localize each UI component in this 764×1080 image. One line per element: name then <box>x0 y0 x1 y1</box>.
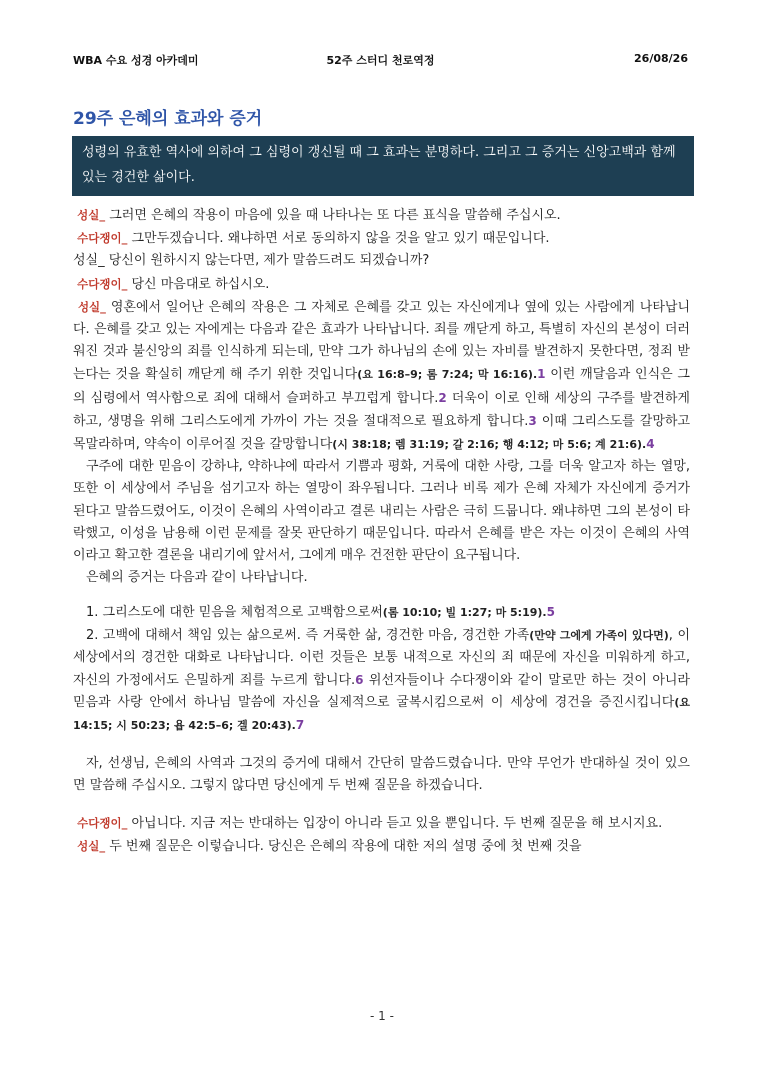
footnote-number: 3 <box>528 413 537 428</box>
list-item: 2. 고백에 대해서 책임 있는 삶으로써. 즉 거룩한 삶, 경건한 마음, 경건한 가족(만약 그에게 가족이 있다면), 이 세상에서의 경건한 대화로 나타납니다. 이런 것들은 보통 내적으로 자신의 죄 때문에 자신을 미워하게 하고, 자신의 가정에서도 은밀하게 죄를 누르게 합니다.6 위선자들이나 수다쟁이와 같이 말로만 하는 것이 아니라 믿음과 사랑 안에서 하나님 말씀에 자신을 실제적으로 굴복시킴으로써 이 세상에 경건을 증진시킵니다(요 14:15; 시 50:23; 욥 42:5–6; 겔 20:43).7 <box>73 627 691 733</box>
paragraph: 구주에 대한 믿음이 강하냐, 약하냐에 따라서 기쁨과 평화, 거룩에 대한 사랑, 그를 더욱 알고자 하는 열망, 또한 이 세상에서 주님을 섬기고자 하는 열망이 좌우됩니다. 그러나 비록 제가 은혜 자체가 자신에게 증거가 된다고 말씀드렸어도, 이것이 은혜의 사역이라고 결론 내리는 사람은 극히 드뭅니다. 왜냐하면 그의 본성이 타락했고, 이성을 남용해 이런 문제를 잘못 판단하기 때문입니다. 따라서 은혜를 받은 자는 이것이 은혜의 사역이라고 확고한 결론을 내리기에 앞서서, 그에게 매우 건전한 판단이 요구됩니다. <box>73 459 690 564</box>
scripture-reference: (요 14:15; 시 50:23; 욥 42:5–6; 겔 20:43). <box>73 696 690 733</box>
footnote-number: 4 <box>646 437 655 452</box>
paragraph: 수다쟁이_ 그만두겠습니다. 왜냐하면 서로 동의하지 않을 것을 알고 있기 때문입니다. <box>77 231 550 247</box>
header-left: WBA 수요 성경 아카데미 <box>73 54 199 67</box>
scripture-reference: (요 16:8–9; 롬 7:24; 막 16:16). <box>357 368 538 382</box>
parenthetical-note: (만약 그에게 가족이 있다면) <box>529 628 669 642</box>
footnote-number: 6 <box>355 673 364 688</box>
footnote-number: 1 <box>537 367 546 382</box>
page-header <box>73 52 688 70</box>
footnote-number: 7 <box>295 718 305 733</box>
header-center: 52주 스터디 천로역정 <box>326 54 435 67</box>
page-number: - 1 - <box>370 1009 394 1023</box>
paragraph: 수다쟁이_ 아닙니다. 지금 저는 반대하는 입장이 아니라 듣고 있을 뿐입니다. 두 번째 질문을 해 보시지요. <box>77 816 663 832</box>
header-date: 26/08/26 <box>634 52 688 65</box>
paragraph: 성실_ 당신이 원하시지 않는다면, 제가 말씀드려도 되겠습니까? <box>73 253 430 269</box>
speaker-label: 성실_ <box>77 208 106 222</box>
paragraph: 자, 선생님, 은혜의 사역과 그것의 증거에 대해서 간단히 말씀드렸습니다. 만약 무언가 반대하실 것이 있으면 말씀해 주십시오. 그렇지 않다면 당신에게 두 번째 질문을 하겠습니다. <box>73 755 690 793</box>
speaker-label: 수다쟁이_ <box>77 816 128 831</box>
scripture-reference: (시 38:18; 렘 31:19; 갈 2:16; 행 4:12; 마 5:6; 계 21:6). <box>332 438 647 452</box>
speaker-label: 성실_ <box>77 299 106 314</box>
document-body <box>73 204 690 858</box>
speaker-label: 수다쟁이_ <box>77 276 128 291</box>
paragraph: 수다쟁이_ 당신 마음대로 하십시오. <box>77 276 270 292</box>
page-title: 29주 은혜의 효과와 증거 <box>73 109 263 129</box>
paragraph: 성실_ 그러면 은혜의 작용이 마음에 있을 때 나타나는 또 다른 표식을 말씀해 주십시오. <box>77 208 561 223</box>
speaker-label: 성실_ <box>77 839 106 854</box>
list-item: 1. 그리스도에 대한 믿음을 체험적으로 고백함으로써(롬 10:10; 빌 1:27; 마 5:19).5 <box>86 605 555 621</box>
speaker-label: 수다쟁이_ <box>77 231 128 246</box>
summary-box: 성령의 유효한 역사에 의하여 그 심령이 갱신될 때 그 효과는 분명하다. 그리고 그 증거는 신앙고백과 함께 있는 경건한 삶이다. <box>72 136 694 196</box>
paragraph: 은혜의 증거는 다음과 같이 나타납니다. <box>86 570 308 586</box>
scripture-reference: (롬 10:10; 빌 1:27; 마 5:19). <box>382 606 547 620</box>
paragraph: 성실_ 영혼에서 일어난 은혜의 작용은 그 자체로 은혜를 갖고 있는 자신에게나 옆에 있는 사람에게 나타납니다. 은혜를 갖고 있는 자에게는 다음과 같은 효과가 나타납니다. 죄를 깨닫게 하고, 특별히 자신의 본성이 더러워진 것과 불신앙의 죄를 인식하게 되는데, 만약 그가 하나님의 손에 있는 자비를 발견하지 못한다면, 정죄 받는다는 것을 확실히 깨닫게 해 주기 위한 것입니다(요 16:8–9; 롬 7:24; 막 16:16).1 이런 깨달음과 인식은 그의 심령에서 역사함으로 죄에 대해서 슬퍼하고 부끄럽게 합니다.2 더욱이 이로 인해 세상의 구주를 발견하게 하고, 생명을 위해 그리스도에게 가까이 가는 것을 절대적으로 필요하게 합니다.3 이때 그리스도를 갈망하고 목말라하며, 약속이 이루어질 것을 갈망합니다(시 38:18; 렘 31:19; 갈 2:16; 행 4:12; 마 5:6; 계 21:6).4 <box>73 299 690 453</box>
footnote-number: 2 <box>438 390 447 405</box>
paragraph: 성실_ 두 번째 질문은 이렇습니다. 당신은 은혜의 작용에 대한 저의 설명 중에 첫 번째 것을 <box>77 839 582 855</box>
footnote-number: 5 <box>546 605 555 620</box>
